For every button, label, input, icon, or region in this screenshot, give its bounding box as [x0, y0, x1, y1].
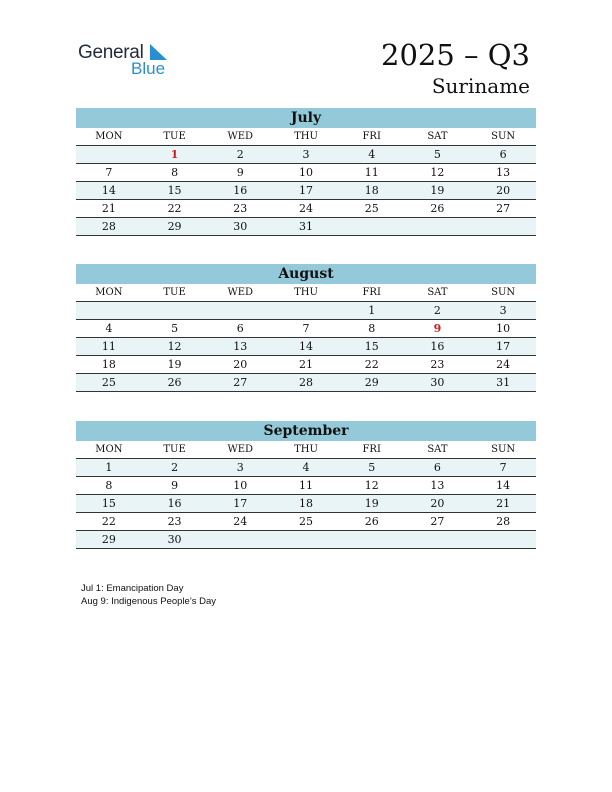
weekday-header: TUE — [142, 128, 208, 146]
month-calendar — [76, 264, 536, 392]
day-cell — [470, 531, 536, 549]
day-cell: 5 — [339, 459, 405, 477]
day-cell — [76, 146, 142, 164]
day-cell: 28 — [273, 374, 339, 392]
day-cell: 5 — [405, 146, 471, 164]
day-cell: 14 — [470, 477, 536, 495]
day-cell: 15 — [142, 182, 208, 200]
page-title: 2025 – Q3 — [381, 38, 530, 72]
day-cell: 23 — [207, 200, 273, 218]
holiday-notes — [81, 582, 216, 608]
day-cell — [207, 531, 273, 549]
day-cell: 21 — [470, 495, 536, 513]
day-cell: 2 — [142, 459, 208, 477]
weekday-header: SAT — [405, 284, 471, 302]
day-cell: 9 — [142, 477, 208, 495]
weekday-header: MON — [76, 441, 142, 459]
weekday-header: WED — [207, 441, 273, 459]
day-cell: 18 — [76, 356, 142, 374]
day-cell: 30 — [405, 374, 471, 392]
day-cell: 10 — [273, 164, 339, 182]
day-cell: 6 — [470, 146, 536, 164]
day-cell: 4 — [76, 320, 142, 338]
day-cell: 13 — [207, 338, 273, 356]
weekday-header: THU — [273, 284, 339, 302]
day-cell: 10 — [470, 320, 536, 338]
weekday-header: FRI — [339, 284, 405, 302]
day-cell: 7 — [273, 320, 339, 338]
day-cell: 26 — [339, 513, 405, 531]
day-cell: 17 — [470, 338, 536, 356]
day-cell: 4 — [339, 146, 405, 164]
day-cell: 27 — [405, 513, 471, 531]
day-cell: 23 — [142, 513, 208, 531]
month-title: August — [76, 264, 536, 284]
weekday-header: THU — [273, 128, 339, 146]
day-cell: 30 — [142, 531, 208, 549]
day-cell — [405, 218, 471, 236]
day-cell: 12 — [142, 338, 208, 356]
day-cell: 17 — [207, 495, 273, 513]
day-cell: 18 — [273, 495, 339, 513]
day-cell: 7 — [76, 164, 142, 182]
day-cell: 21 — [76, 200, 142, 218]
day-cell: 20 — [470, 182, 536, 200]
day-cell: 1 — [76, 459, 142, 477]
weekday-header: MON — [76, 128, 142, 146]
day-cell: 29 — [142, 218, 208, 236]
day-cell: 13 — [405, 477, 471, 495]
day-cell: 24 — [273, 200, 339, 218]
day-cell — [470, 218, 536, 236]
weekday-header: MON — [76, 284, 142, 302]
day-cell: 28 — [470, 513, 536, 531]
day-cell: 8 — [142, 164, 208, 182]
day-cell: 8 — [76, 477, 142, 495]
day-cell: 6 — [207, 320, 273, 338]
day-cell: 13 — [470, 164, 536, 182]
weekday-header: SUN — [470, 284, 536, 302]
day-cell: 1 — [339, 302, 405, 320]
day-cell: 17 — [273, 182, 339, 200]
day-cell: 16 — [142, 495, 208, 513]
month-calendar — [76, 108, 536, 236]
day-cell: 23 — [405, 356, 471, 374]
day-cell: 29 — [339, 374, 405, 392]
day-cell: 8 — [339, 320, 405, 338]
logo-general-text: General — [78, 42, 144, 63]
day-cell: 2 — [207, 146, 273, 164]
day-cell: 16 — [207, 182, 273, 200]
day-cell: 4 — [273, 459, 339, 477]
day-cell: 26 — [405, 200, 471, 218]
day-cell: 12 — [339, 477, 405, 495]
day-cell: 11 — [76, 338, 142, 356]
day-cell: 1 — [142, 146, 208, 164]
day-cell: 31 — [273, 218, 339, 236]
weekday-header: FRI — [339, 441, 405, 459]
day-cell: 25 — [273, 513, 339, 531]
day-cell: 28 — [76, 218, 142, 236]
day-cell: 30 — [207, 218, 273, 236]
day-cell: 11 — [339, 164, 405, 182]
day-cell: 12 — [405, 164, 471, 182]
day-cell: 27 — [207, 374, 273, 392]
day-cell: 22 — [76, 513, 142, 531]
month-title: September — [76, 421, 536, 441]
day-cell: 14 — [273, 338, 339, 356]
day-cell: 27 — [470, 200, 536, 218]
month-grid — [76, 284, 536, 392]
day-cell — [339, 531, 405, 549]
weekday-header: TUE — [142, 284, 208, 302]
weekday-header: WED — [207, 284, 273, 302]
day-cell: 3 — [207, 459, 273, 477]
day-cell — [273, 302, 339, 320]
day-cell: 22 — [142, 200, 208, 218]
day-cell: 11 — [273, 477, 339, 495]
generalblue-logo — [78, 40, 178, 80]
day-cell: 26 — [142, 374, 208, 392]
logo-blue-text: Blue — [131, 59, 166, 78]
day-cell: 9 — [207, 164, 273, 182]
day-cell: 20 — [207, 356, 273, 374]
holiday-note: Jul 1: Emancipation Day — [81, 583, 184, 594]
weekday-header: TUE — [142, 441, 208, 459]
day-cell: 15 — [339, 338, 405, 356]
weekday-header: SAT — [405, 128, 471, 146]
day-cell: 19 — [405, 182, 471, 200]
day-cell: 3 — [273, 146, 339, 164]
day-cell: 16 — [405, 338, 471, 356]
day-cell: 25 — [76, 374, 142, 392]
day-cell: 5 — [142, 320, 208, 338]
country-name: Suriname — [431, 74, 530, 98]
day-cell: 24 — [207, 513, 273, 531]
weekday-header: FRI — [339, 128, 405, 146]
day-cell: 19 — [142, 356, 208, 374]
day-cell — [339, 218, 405, 236]
day-cell: 24 — [470, 356, 536, 374]
day-cell: 3 — [470, 302, 536, 320]
day-cell — [405, 531, 471, 549]
weekday-header: SAT — [405, 441, 471, 459]
holiday-note: Aug 9: Indigenous People’s Day — [81, 596, 217, 607]
day-cell — [207, 302, 273, 320]
day-cell: 14 — [76, 182, 142, 200]
day-cell: 15 — [76, 495, 142, 513]
day-cell: 6 — [405, 459, 471, 477]
day-cell: 21 — [273, 356, 339, 374]
day-cell: 2 — [405, 302, 471, 320]
day-cell: 31 — [470, 374, 536, 392]
weekday-header: SUN — [470, 441, 536, 459]
day-cell — [273, 531, 339, 549]
day-cell: 10 — [207, 477, 273, 495]
day-cell: 29 — [76, 531, 142, 549]
day-cell — [142, 302, 208, 320]
day-cell: 25 — [339, 200, 405, 218]
month-calendar — [76, 421, 536, 549]
month-grid — [76, 128, 536, 236]
day-cell: 22 — [339, 356, 405, 374]
day-cell: 7 — [470, 459, 536, 477]
day-cell: 19 — [339, 495, 405, 513]
day-cell: 9 — [405, 320, 471, 338]
day-cell: 20 — [405, 495, 471, 513]
day-cell: 18 — [339, 182, 405, 200]
day-cell — [76, 302, 142, 320]
weekday-header: THU — [273, 441, 339, 459]
weekday-header: SUN — [470, 128, 536, 146]
month-title: July — [76, 108, 536, 128]
weekday-header: WED — [207, 128, 273, 146]
month-grid — [76, 441, 536, 549]
